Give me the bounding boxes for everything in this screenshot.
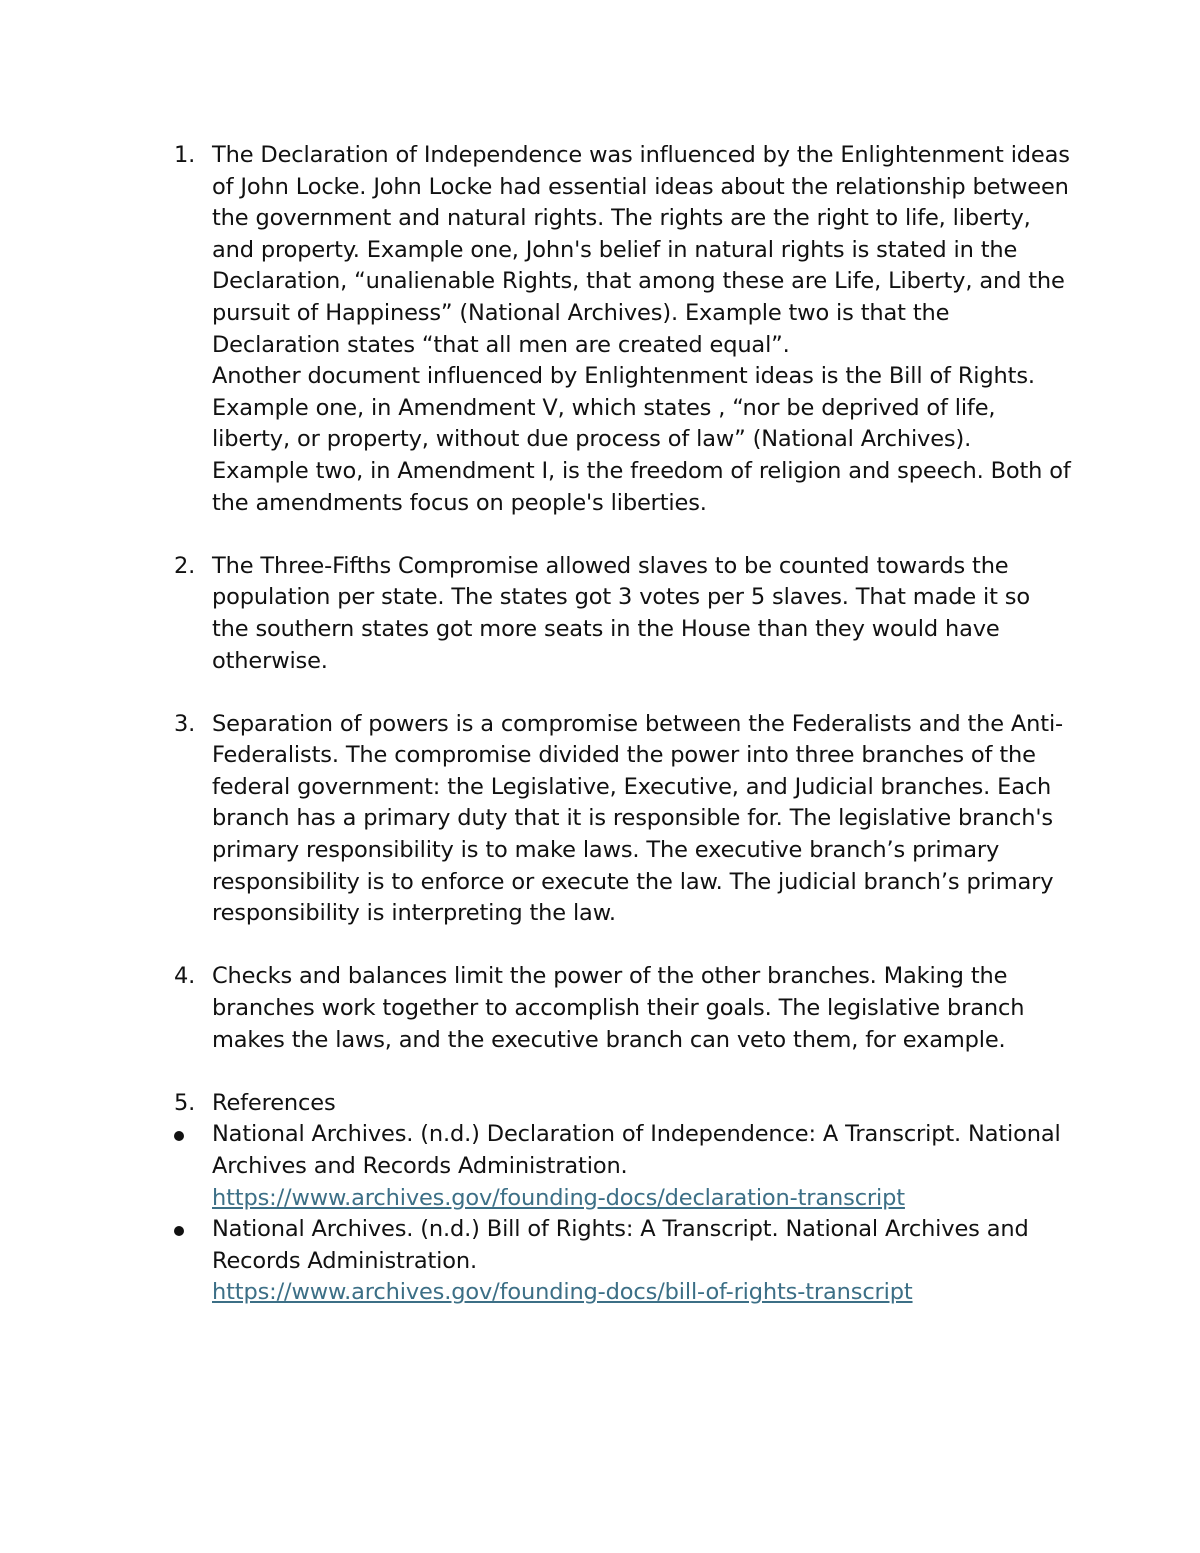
reference-text: National Archives. (n.d.) Bill of Rights: A Transcript. National Archives and Records Administration. <box>212 1216 1029 1274</box>
document-body <box>174 140 1072 1309</box>
list-item-3 <box>174 709 1072 930</box>
list-number: 3. <box>174 710 196 737</box>
bullet-icon <box>174 1226 184 1236</box>
list-item-1 <box>174 140 1072 519</box>
list-item-4 <box>174 961 1072 1056</box>
reference-entry <box>212 1214 1072 1309</box>
paragraph: Another document influenced by Enlightenment ideas is the Bill of Rights. Example one, in Amendment V, which states , “nor be deprived of life, liberty, or property, without due process of law” (National Archives). Example two, in Amendment I, is the freedom of religion and speech. Both of the amendments focus on people's liberties. <box>212 363 1071 516</box>
reference-link[interactable]: https://www.archives.gov/founding-docs/declaration-transcript <box>212 1184 905 1211</box>
list-number: 5. <box>174 1089 196 1116</box>
list-item-references <box>174 1088 1072 1120</box>
list-number: 4. <box>174 963 196 990</box>
list-number: 2. <box>174 552 196 579</box>
paragraph: Checks and balances limit the power of the other branches. Making the branches work together to accomplish their goals. The legislative branch makes the laws, and the executive branch can veto them, for example. <box>212 963 1025 1053</box>
bullet-icon <box>174 1131 184 1141</box>
paragraph: The Declaration of Independence was influenced by the Enlightenment ideas of John Locke. John Locke had essential ideas about the relationship between the government and natural rights. The rights are the right to life, liberty, and property. Example one, John's belief in natural rights is stated in the Declaration, “unalienable Rights, that among these are Life, Liberty, and the pursuit of Happiness” (National Archives). Example two is that the Declaration states “that all men are created equal”. <box>212 142 1070 358</box>
reference-link[interactable]: https://www.archives.gov/founding-docs/bill-of-rights-transcript <box>212 1279 913 1306</box>
references-heading: References <box>212 1089 336 1116</box>
paragraph: Separation of powers is a compromise between the Federalists and the Anti-Federalists. The compromise divided the power into three branches of the federal government: the Legislative, Executive, and Judicial branches. Each branch has a primary duty that it is responsible for. The legislative branch's primary responsibility is to make laws. The executive branch’s primary responsibility is to enforce or execute the law. The judicial branch’s primary responsibility is interpreting the law. <box>212 710 1064 927</box>
list-number: 1. <box>174 142 196 168</box>
reference-entry <box>212 1119 1072 1214</box>
paragraph: The Three-Fifths Compromise allowed slaves to be counted towards the population per state. The states got 3 votes per 5 slaves. That made it so the southern states got more seats in the House than they would have otherwise. <box>212 552 1030 674</box>
list-item-2 <box>174 551 1072 677</box>
reference-text: National Archives. (n.d.) Declaration of Independence: A Transcript. National Archives and Records Administration. <box>212 1121 1061 1179</box>
